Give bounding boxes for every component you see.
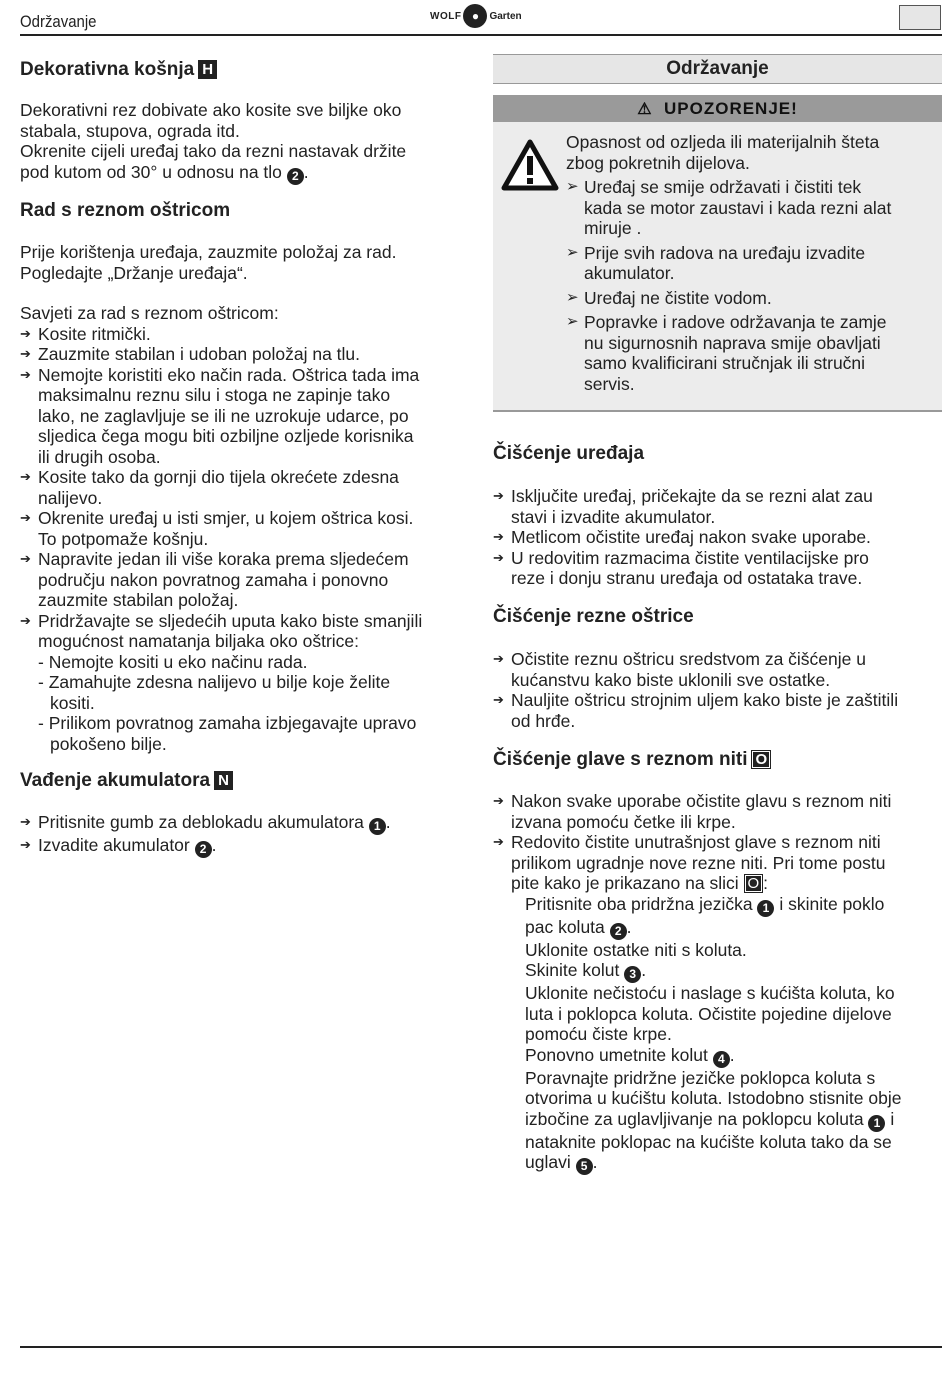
list-item: ➔ Nauljite oštricu strojnim uljem kako biste je zaštitili od hrđe. bbox=[493, 690, 943, 731]
warning-small-icon: ⚠ bbox=[637, 101, 653, 118]
warning-item: ➢ Uređaj ne čistite vodom. bbox=[566, 288, 891, 309]
warning-text: Opasnost od ozljeda ili materijalnih šteta zbog pokretnih dijelova. ➢ Uređaj se smije održavati i čistiti tek kada se motor zaustavi i kada rezni alat miruje . ➢ Prije svih radova na uređaju izvadite akumulator. ➢ Uređaj ne čistite vodom. ➢ Popravke i radove održavanja te zamje nu sigurnosnih naprava smije obavljati samo kvalificirani stručnjak ili stručni servis. bbox=[566, 132, 891, 394]
warning-triangle-icon bbox=[501, 139, 559, 191]
cleaning-head-steps bbox=[493, 791, 943, 1175]
sub-step: Uklonite ostatke niti s koluta. bbox=[525, 939, 747, 960]
sub-step: Poravnajte pridržne jezičke poklopca koluta s otvorima u kućištu koluta. Istodobno stisnite obje izbočine za uglavljivanje na poklopcu koluta 1 i nataknite poklopac na kućište koluta tako da se uglavi 5 . bbox=[525, 1067, 902, 1173]
maintenance-title: Održavanje bbox=[493, 54, 942, 84]
heading-blade-work: Rad s reznom oštricom bbox=[20, 200, 231, 221]
sub-item-cont: pokošeno bilje. bbox=[50, 733, 167, 754]
wolf-head-icon: ● bbox=[463, 4, 487, 28]
list-item: ➔ Nakon svake uporabe očistite glavu s reznom niti izvana pomoću četke ili krpe. bbox=[493, 791, 943, 832]
list-item: ➔ Napravite jedan ili više koraka prema sljedećem području nakon povratnog zamaha i ponovno zauzmite stabilan položaj. bbox=[20, 549, 470, 611]
cleaning-blade-steps bbox=[493, 649, 943, 731]
blade-intro: Prije korištenja uređaja, zauzmite položaj za rad. Pogledajte „Držanje uređaja“. bbox=[20, 242, 397, 283]
cleaning-device-steps bbox=[493, 486, 943, 589]
footer-rule bbox=[20, 1346, 942, 1348]
sub-step: Skinite kolut 3 . bbox=[525, 960, 647, 981]
list-item: ➔ Kosite ritmički. bbox=[20, 324, 470, 345]
sub-step: Ponovno umetnite kolut 4 . bbox=[525, 1044, 735, 1066]
brand-wolf: WOLF bbox=[430, 10, 462, 22]
brand-logo bbox=[430, 4, 522, 28]
list-item: ➔ Metlicom očistite uređaj nakon svake uporabe. bbox=[493, 527, 943, 548]
sub-step: Uklonite nečistoću i naslage s kućišta koluta, ko luta i poklopca koluta. Očistite pojedine dijelove pomoću čiste krpe. bbox=[525, 983, 895, 1044]
list-item: ➔ Nemojte koristiti eko način rada. Oštrica tada ima maksimalnu reznu silu i stoga ne zapinje tako lako, ne zaglavljuje se ili ne uzrokuje udarce, po sljedica čega mogu biti ozbiljne ozljede korisnika ili drugih osoba. bbox=[20, 365, 470, 468]
list-item: ➔ Okrenite uređaj u isti smjer, u kojem oštrica kosi. To potpomaže košnju. bbox=[20, 508, 470, 549]
figure-badge: N bbox=[214, 771, 233, 790]
figure-badge: O bbox=[751, 750, 771, 769]
blade-tips: Savjeti za rad s reznom oštricom: ➔ Kosite ritmički. ➔ Zauzmite stabilan i udoban položaj na tlu. ➔ Nemojte koristiti eko način rada. Oštrica tada ima maksimalnu reznu silu i stoga ne zapinje tako lako, ne zaglavljuje se ili ne uzrokuje udarce, po sljedica čega mogu biti ozbiljne ozljede korisnika ili drugih osoba. ➔ Kosite tako da gornji dio tijela okrećete zdesna nalijevo. ➔ Okrenite uređaj u isti smjer, u kojem oštrica kosi. To potpomaže košnju. ➔ Napravite jedan ili više koraka prema sljedećem području nakon povratnog zamaha i ponovno zauzmite stabilan položaj. ➔ Pridržavajte se sljedećih uputa kako biste smanjili mogućnost namatanja biljaka oko oštrice: - Nemojte kositi u eko načinu rada. - Zamahujte zdesna nalijevo u bilje koje želite kositi. - Prilikom povratnog zamaha izbjegavajte upravo pokošeno bilje. bbox=[20, 303, 470, 754]
sub-item-cont: kositi. bbox=[50, 692, 95, 713]
warning-header: ⚠ UPOZORENJE! bbox=[493, 95, 942, 122]
heading-cleaning-trimmer-head: Čišćenje glave s reznom niti O bbox=[493, 750, 771, 771]
warning-item: ➢ Popravke i radove održavanja te zamje nu sigurnosnih naprava smije obavljati samo kvalificirani stručnjak ili stručni servis. bbox=[566, 312, 891, 394]
decorative-text: Dekorativni rez dobivate ako kosite sve biljke oko stabala, stupova, ograda itd. Okrenite cijeli uređaj tako da rezni nastavak držite pod kutom od 30° u odnosu na tlo 2 . bbox=[20, 100, 407, 183]
sub-step: Pritisnite oba pridržna jezička 1 i skinite poklo bbox=[525, 893, 885, 915]
warning-item: ➢ Prije svih radova na uređaju izvadite akumulator. bbox=[566, 243, 891, 284]
sub-item: - Prilikom povratnog zamaha izbjegavajte upravo bbox=[38, 713, 417, 733]
sub-step: pac koluta 2 . bbox=[525, 916, 632, 938]
battery-steps bbox=[20, 812, 470, 858]
brand-garten: Garten bbox=[489, 10, 522, 22]
list-item: ➔ Očistite reznu oštricu sredstvom za čišćenje u kućanstvu kako biste uklonili sve ostatke. bbox=[493, 649, 943, 690]
list-item: ➔ Redovito čistite unutrašnjost glave s reznom niti prilikom ugradnje nove rezne niti. Pri tome postu pite kako je prikazano na slici O : bbox=[493, 832, 943, 894]
ref-number: 2 bbox=[195, 841, 212, 858]
ref-number: 2 bbox=[287, 168, 304, 185]
header-rule bbox=[20, 34, 942, 36]
warning-box bbox=[493, 122, 942, 412]
heading-cleaning-device: Čišćenje uređaja bbox=[493, 443, 645, 464]
list-item: ➔ Isključite uređaj, pričekajte da se rezni alat zau stavi i izvadite akumulator. bbox=[493, 486, 943, 527]
sub-item: - Zamahujte zdesna nalijevo u bilje koje želite bbox=[38, 672, 391, 692]
sub-item: - Nemojte kositi u eko načinu rada. bbox=[38, 651, 308, 672]
figure-badge: O bbox=[744, 874, 764, 893]
list-item: ➔ U redovitim razmacima čistite ventilacijske pro reze i donju stranu uređaja od ostataka trave. bbox=[493, 548, 943, 589]
list-item: ➔ Izvadite akumulator 2 . bbox=[20, 835, 470, 858]
header-section-title: Održavanje bbox=[20, 12, 97, 31]
page-number-box bbox=[899, 5, 941, 30]
heading-cleaning-blade: Čišćenje rezne oštrice bbox=[493, 606, 694, 627]
list-item: ➔ Zauzmite stabilan i udoban položaj na tlu. bbox=[20, 344, 470, 365]
list-item: ➔ Pridržavajte se sljedećih uputa kako biste smanjili mogućnost namatanja biljaka oko oštrice: bbox=[20, 611, 470, 652]
list-item: ➔ Pritisnite gumb za deblokadu akumulatora 1 . bbox=[20, 812, 470, 835]
figure-badge: H bbox=[198, 60, 217, 79]
warning-item: ➢ Uređaj se smije održavati i čistiti tek kada se motor zaustavi i kada rezni alat miruje . bbox=[566, 177, 891, 239]
heading-battery-removal: Vađenje akumulatora N bbox=[20, 771, 233, 792]
list-item: ➔ Kosite tako da gornji dio tijela okrećete zdesna nalijevo. bbox=[20, 467, 470, 508]
ref-number: 1 bbox=[369, 818, 386, 835]
heading-decorative-mowing: Dekorativna košnja H bbox=[20, 60, 217, 81]
